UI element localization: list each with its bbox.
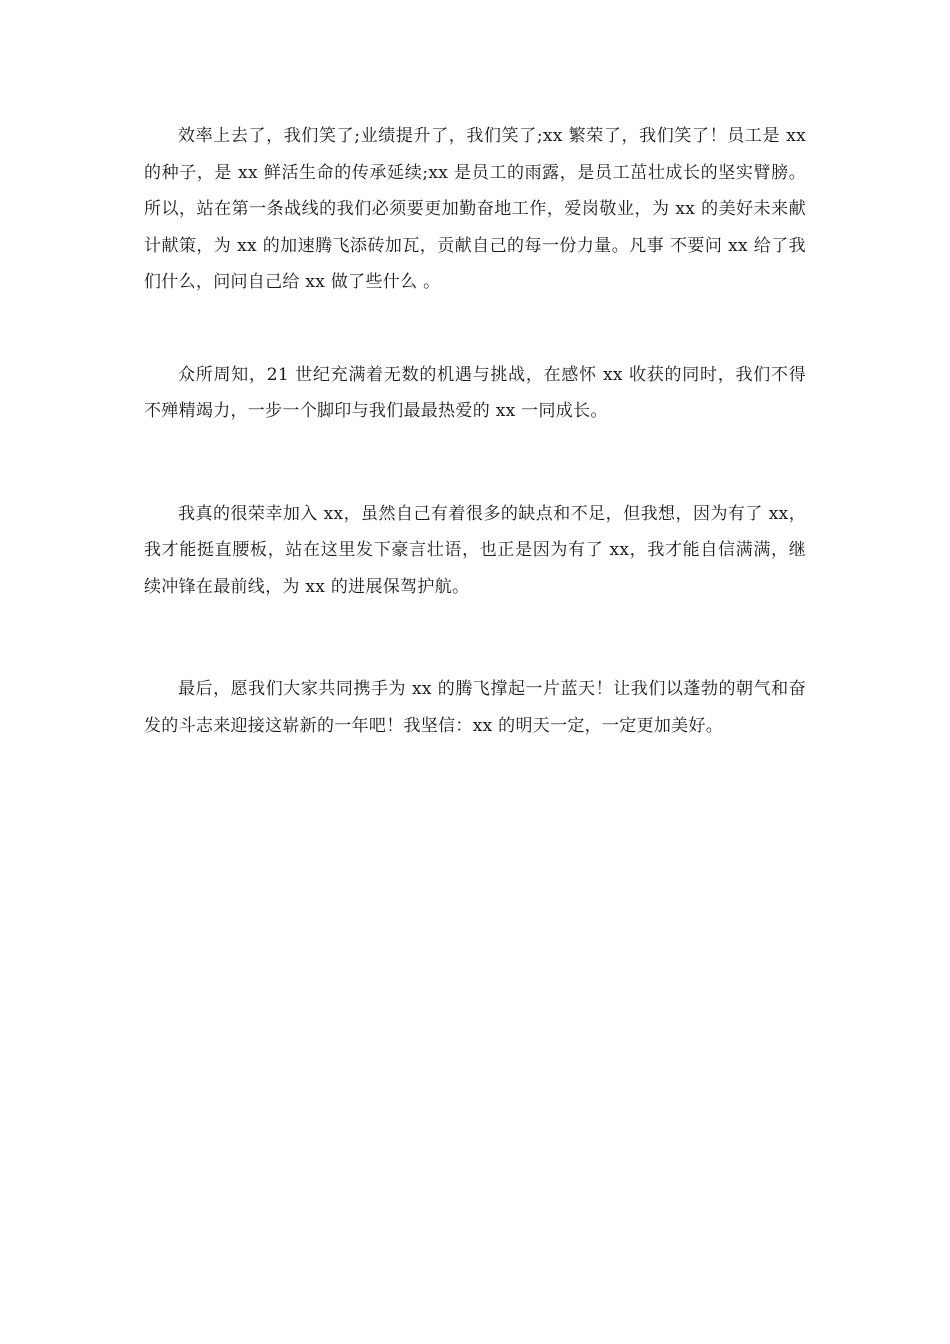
paragraph-spacer xyxy=(144,301,806,357)
paragraph-1: 效率上去了，我们笑了;业绩提升了，我们笑了;xx 繁荣了，我们笑了！员工是 xx 的种子，是 xx 鲜活生命的传承延续;xx 是员工的雨露，是员工茁壮成长的坚实臂膀。所以，站在第一条战线的我们必须要更加勤奋地工作，爱岗敬业，为 xx 的美好未来献计献策，为 xx 的加速腾飞添砖加瓦，贡献自己的每一份力量。凡事 不要问 xx 给了我们什么，问问自己给 xx 做了些什么 。 xyxy=(144,126,806,292)
paragraph-spacer xyxy=(144,430,806,496)
paragraph-spacer xyxy=(144,605,806,671)
paragraph-4: 最后，愿我们大家共同携手为 xx 的腾飞撑起一片蓝天！让我们以蓬勃的朝气和奋发的斗志来迎接这崭新的一年吧！我坚信：xx 的明天一定，一定更加美好。 xyxy=(144,679,806,736)
document-body xyxy=(144,118,806,744)
paragraph-3: 我真的很荣幸加入 xx，虽然自己有着很多的缺点和不足，但我想，因为有了 xx，我才能挺直腰板，站在这里发下豪言壮语，也正是因为有了 xx，我才能自信满满，继续冲锋在最前线，为 xx 的进展保驾护航。 xyxy=(144,503,806,597)
paragraph-2: 众所周知，21 世纪充满着无数的机遇与挑战，在感怀 xx 收获的同时，我们不得不殚精竭力，一步一个脚印与我们最最热爱的 xx 一同成长。 xyxy=(144,364,806,421)
